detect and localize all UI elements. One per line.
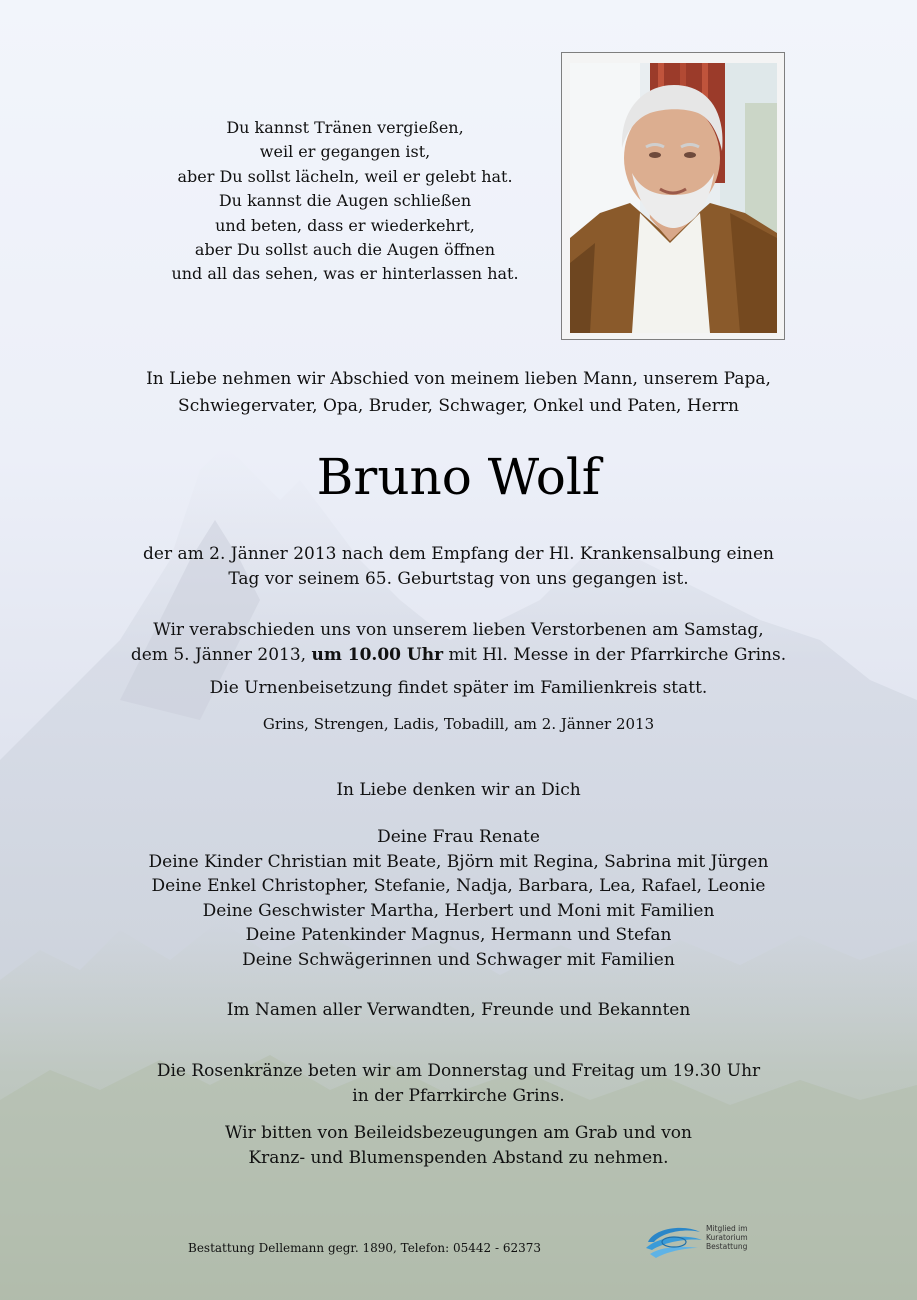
portrait-frame bbox=[561, 52, 785, 340]
urn-burial-note: Die Urnenbeisetzung findet später im Familienkreis statt. bbox=[209, 678, 708, 698]
kuratorium-swirl-icon bbox=[644, 1220, 706, 1260]
service-time: um 10.00 Uhr bbox=[311, 645, 444, 665]
death-line: Tag vor seinem 65. Geburtstag von uns gegangen ist. bbox=[228, 569, 689, 589]
family-member-line: Deine Kinder Christian mit Beate, Björn mit Regina, Sabrina mit Jürgen bbox=[148, 851, 769, 872]
poem-line: aber Du sollst lächeln, weil er gelebt hat. bbox=[177, 166, 513, 186]
poem bbox=[150, 116, 540, 287]
remember-line: In Liebe denken wir an Dich bbox=[336, 780, 581, 800]
on-behalf-line: Im Namen aller Verwandten, Freunde und Bekannten bbox=[226, 1000, 691, 1020]
service-line bbox=[80, 643, 837, 668]
farewell-intro bbox=[80, 366, 837, 420]
poem-line: weil er gegangen ist, bbox=[259, 142, 431, 162]
logo-line: Mitglied im bbox=[706, 1224, 748, 1233]
funeral-home-info: Bestattung Dellemann gegr. 1890, Telefon: 05442 - 62373 bbox=[188, 1241, 542, 1255]
place-date: Grins, Strengen, Ladis, Tobadill, am 2. Jänner 2013 bbox=[262, 715, 655, 733]
condolence-request bbox=[80, 1121, 837, 1171]
intro-line: Schwiegervater, Opa, Bruder, Schwager, Onkel und Paten, Herrn bbox=[178, 396, 739, 416]
rosary-line: Die Rosenkränze beten wir am Donnerstag und Freitag um 19.30 Uhr bbox=[156, 1061, 761, 1081]
family-member-line: Deine Enkel Christopher, Stefanie, Nadja, Barbara, Lea, Rafael, Leonie bbox=[151, 876, 766, 896]
death-line: der am 2. Jänner 2013 nach dem Empfang der Hl. Krankensalbung einen bbox=[143, 544, 774, 564]
intro-line: In Liebe nehmen wir Abschied von meinem lieben Mann, unserem Papa, bbox=[146, 369, 771, 389]
kuratorium-label bbox=[706, 1224, 784, 1251]
service-line: Wir verabschieden uns von unserem lieben Verstorbenen am Samstag, bbox=[153, 620, 764, 640]
rosary-line: in der Pfarrkirche Grins. bbox=[352, 1086, 565, 1106]
family-member-line: Deine Geschwister Martha, Herbert und Moni mit Familien bbox=[202, 900, 715, 921]
request-line: Wir bitten von Beileidsbezeugungen am Grab und von bbox=[224, 1123, 692, 1143]
family-list bbox=[80, 825, 837, 972]
family-member-line: Deine Patenkinder Magnus, Hermann und Stefan bbox=[245, 925, 672, 945]
poem-line: Du kannst die Augen schließen bbox=[218, 191, 472, 211]
poem-line: aber Du sollst auch die Augen öffnen bbox=[194, 240, 496, 260]
deceased-name: Bruno Wolf bbox=[316, 448, 601, 506]
service-date: dem 5. Jänner 2013, bbox=[130, 645, 312, 665]
portrait-photo bbox=[570, 63, 777, 333]
family-member-line: Deine Frau Renate bbox=[377, 827, 540, 847]
family-member-line: Deine Schwägerinnen und Schwager mit Familien bbox=[242, 949, 675, 970]
logo-line: Kuratorium Bestattung bbox=[706, 1233, 748, 1251]
poem-line: und beten, dass er wiederkehrt, bbox=[215, 215, 475, 235]
poem-line: Du kannst Tränen vergießen, bbox=[226, 118, 464, 137]
request-line: Kranz- und Blumenspenden Abstand zu nehmen. bbox=[248, 1148, 669, 1168]
rosary-notice bbox=[80, 1059, 837, 1109]
service-location: mit Hl. Messe in der Pfarrkirche Grins. bbox=[443, 645, 787, 665]
funeral-service bbox=[80, 618, 837, 668]
kuratorium-logo bbox=[644, 1220, 784, 1260]
death-notice bbox=[80, 542, 837, 592]
poem-line: und all das sehen, was er hinterlassen hat. bbox=[171, 264, 519, 284]
